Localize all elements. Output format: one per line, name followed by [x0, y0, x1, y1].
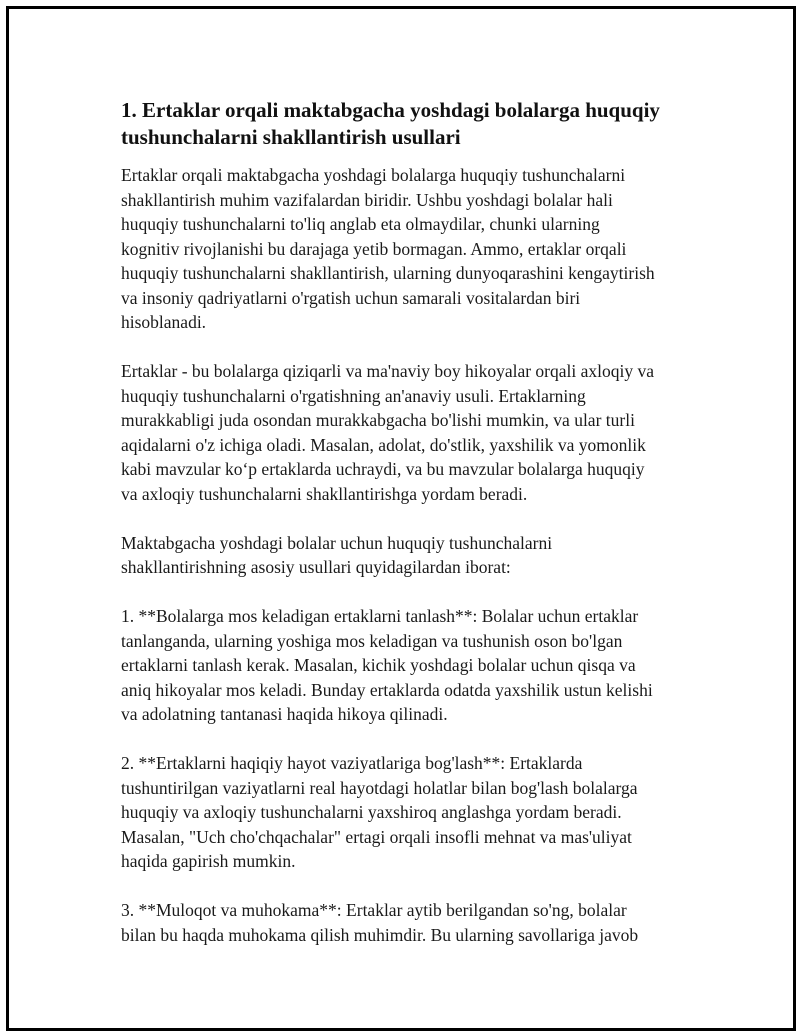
list-item-method-1: 1. **Bolalarga mos keladigan ertaklarni tanlash**: Bolalar uchun ertaklar tanlanganda, ularning yoshiga mos keladigan va tushunish oson bo'lgan ertaklarni tanlash kerak. Masalan, kichik yoshdagi bolalar uchun qisqa va aniq hikoyalar mos keladi. Bunday ertaklarda odatda yaxshilik ustun kelishi va adolatning tantanasi haqida hikoya qilinadi. [121, 606, 653, 724]
paragraph-fairy-tales: Ertaklar - bu bolalarga qiziqarli va ma'naviy boy hikoyalar orqali axloqiy va huquqiy tushunchalarni o'rgatishning an'anaviy usuli. Ertaklarning murakkabligi juda osondan murakkabgacha bo'lishi mumkin, va ular turli aqidalarni o'z ichiga oladi. Masalan, adolat, do'stlik, yaxshilik va yomonlik kabi mavzular koʻp ertaklarda uchraydi, va bu mavzular bolalarga huquqiy va axloqiy tushunchalarni shakllantirishga yordam beradi. [121, 361, 654, 504]
list-item-method-2: 2. **Ertaklarni haqiqiy hayot vaziyatlariga bog'lash**: Ertaklarda tushuntirilgan vaziyatlarni real hayotdagi holatlar bilan bog'lash bolalarga huquqiy va axloqiy tushunchalarni yaxshiroq anglashga yordam beradi. Masalan, "Uch cho'chqachalar" ertagi orqali insofli mehnat va mas'uliyat haqida gapirish mumkin. [121, 753, 638, 871]
paragraph-intro: Ertaklar orqali maktabgacha yoshdagi bolalarga huquqiy tushunchalarni shakllantirish muhim vazifalardan biridir. Ushbu yoshdagi bolalar hali huquqiy tushunchalarni to'liq anglab eta olmaydilar, chunki ularning kognitiv rivojlanishi bu darajaga yetib bormagan. Ammo, ertaklar orqali huquqiy tushunchalarni shakllantirish, ularning dunyoqarashini kengaytirish va insoniy qadriyatlarni o'rgatish uchun samarali vositalardan biri hisoblanadi. [121, 165, 655, 332]
paragraph-methods-intro: Maktabgacha yoshdagi bolalar uchun huquqiy tushunchalarni shakllantirishning asosiy usullari quyidagilardan iborat: [121, 532, 553, 577]
document-body [121, 97, 701, 972]
page-frame [6, 6, 796, 1031]
section-heading: 1. Ertaklar orqali maktabgacha yoshdagi bolalarga huquqiy tushunchalarni shakllantirish usullari [121, 98, 660, 149]
list-item-method-3: 3. **Muloqot va muhokama**: Ertaklar aytib berilgandan so'ng, bolalar bilan bu haqda muhokama qilish muhimdir. Bu ularning savollariga javob [121, 900, 639, 945]
